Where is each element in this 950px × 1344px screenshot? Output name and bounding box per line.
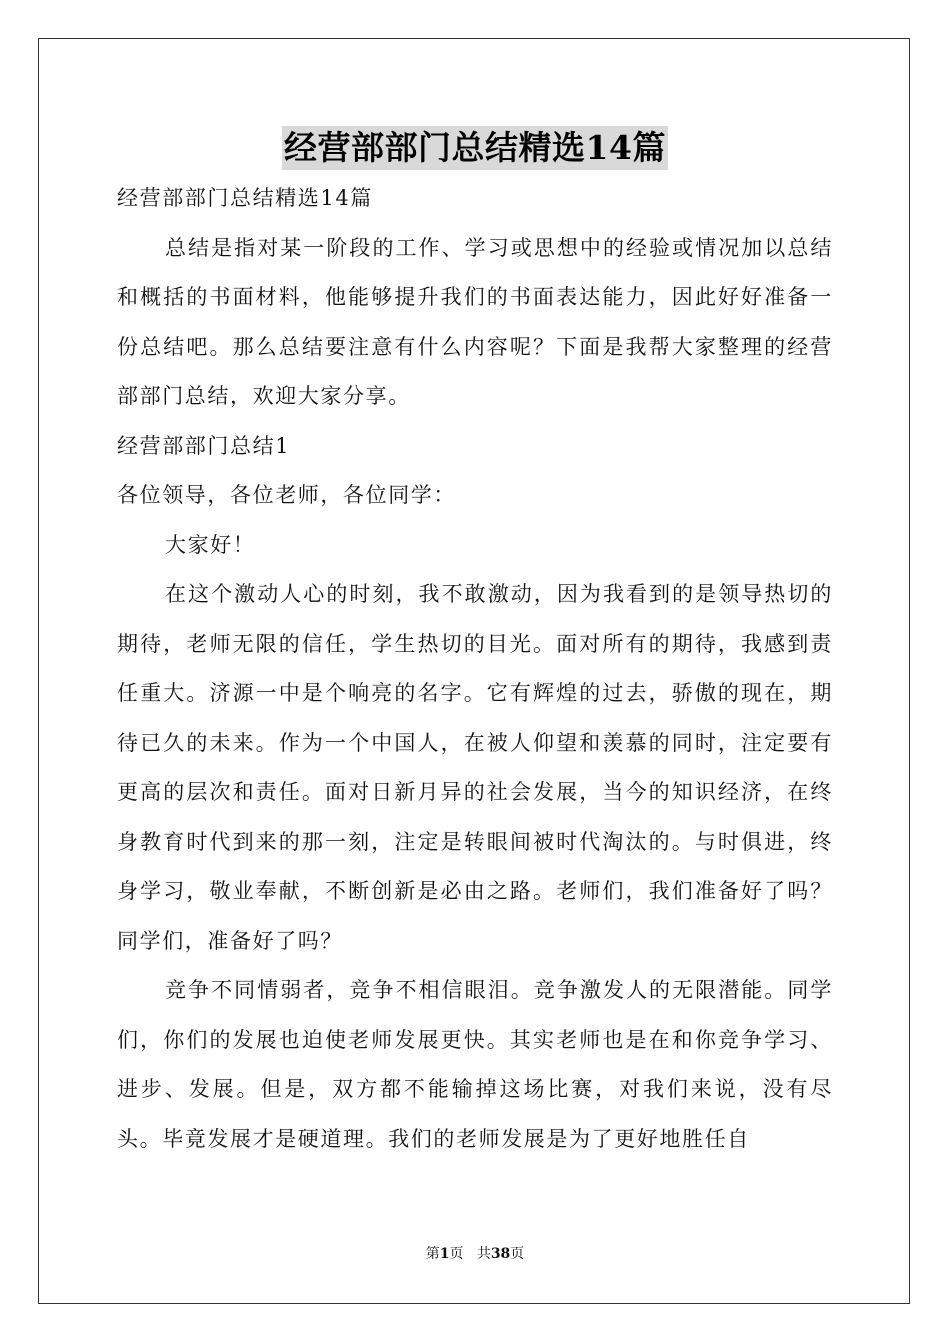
page-number: 1 bbox=[439, 1246, 450, 1262]
document-body bbox=[117, 174, 833, 1164]
title-container bbox=[0, 126, 950, 170]
paragraph-body-1: 在这个激动人心的时刻，我不敢激动，因为我看到的是领导热切的期待，老师无限的信任，学生热切的目光。面对所有的期待，我感到责任重大。济源一中是个响亮的名字。它有辉煌的过去，骄傲的现在，期待已久的未来。作为一个中国人，在被人仰望和羡慕的同时，注定要有更高的层次和责任。面对日新月异的社会发展，当今的知识经济，在终身教育时代到来的那一刻，注定是转眼间被时代淘汰的。与时俱进，终身学习，敬业奉献，不断创新是必由之路。老师们，我们准备好了吗？同学们，准备好了吗？ bbox=[117, 582, 833, 953]
total-suffix: 页 bbox=[510, 1246, 525, 1262]
page-suffix: 页 bbox=[449, 1246, 464, 1262]
total-pages: 38 bbox=[490, 1246, 511, 1262]
paragraph-greeting: 大家好！ bbox=[165, 532, 256, 557]
paragraph-body-2: 竞争不同情弱者，竞争不相信眼泪。竞争激发人的无限潜能。同学们，你们的发展也迫使老师发展更快。其实老师也是在和你竞争学习、进步、发展。但是，双方都不能输掉这场比赛，对我们来说，没有尽头。毕竟发展才是硬道理。我们的老师发展是为了更好地胜任自 bbox=[117, 978, 833, 1151]
page-footer bbox=[0, 1244, 950, 1264]
paragraph-intro: 总结是指对某一阶段的工作、学习或思想中的经验或情况加以总结和概括的书面材料，他能够提升我们的书面表达能力，因此好好准备一份总结吧。那么总结要注意有什么内容呢？下面是我帮大家整理的经营部部门总结，欢迎大家分享。 bbox=[117, 235, 833, 408]
total-prefix: 共 bbox=[476, 1246, 491, 1262]
paragraph-subtitle: 经营部部门总结精选14篇 bbox=[117, 186, 373, 210]
page-prefix: 第 bbox=[425, 1246, 440, 1262]
paragraph-salutation: 各位领导，各位老师，各位同学： bbox=[117, 483, 456, 507]
document-title: 经营部部门总结精选14篇 bbox=[282, 126, 668, 170]
section-heading: 经营部部门总结1 bbox=[117, 433, 291, 458]
